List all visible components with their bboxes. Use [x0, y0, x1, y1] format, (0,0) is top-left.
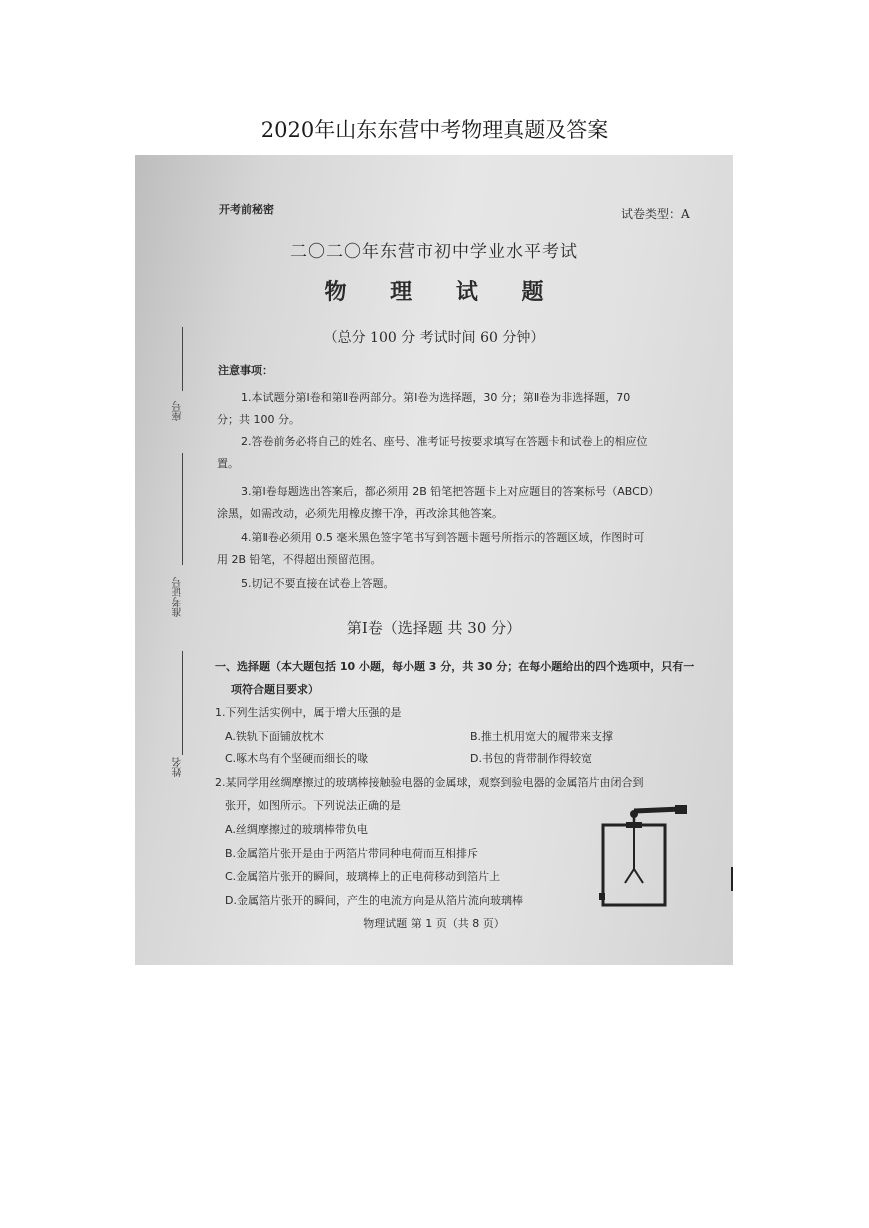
question-2-option-c: C.金属箔片张开的瞬间，玻璃棒上的正电荷移动到箔片上 [225, 870, 501, 883]
electroscope-diagram [593, 803, 688, 913]
question-instructions-cont: 项符合题目要求） [231, 683, 319, 696]
notice-item-4-cont: 用 2B 铅笔，不得超出预留范围。 [217, 553, 382, 566]
question-1-option-a: A.铁轨下面铺放枕木 [225, 730, 324, 743]
question-1-option-d: D.书包的背带制作得较宽 [470, 752, 592, 765]
document-title: 2020年山东东营中考物理真题及答案 [260, 118, 609, 142]
scan-edge-mark [731, 867, 733, 891]
question-1-stem: 1.下列生活实例中，属于增大压强的是 [215, 706, 402, 719]
side-label-seat: 座号 [173, 401, 184, 421]
side-label-ticket: 准考证号 [173, 577, 184, 617]
question-1-option-b: B.推土机用宽大的履带来支撑 [470, 730, 614, 743]
notice-item-1-cont: 分；共 100 分。 [217, 413, 300, 426]
question-2-stem-cont: 张开，如图所示。下列说法正确的是 [225, 799, 401, 812]
question-1-option-c: C.啄木鸟有个坚硬而细长的喙 [225, 752, 369, 765]
notice-item-5: 5.切记不要直接在试卷上答题。 [241, 577, 395, 590]
paper-type-label: 试卷类型：A [621, 207, 690, 221]
notice-item-3-cont: 涂黑，如需改动，必须先用橡皮擦干净，再改涂其他答案。 [217, 507, 503, 520]
notice-item-4: 4.第Ⅱ卷必须用 0.5 毫米黑色签字笔书写到答题卡题号所指示的答题区域，作图时可 [241, 531, 645, 544]
scanned-exam-page [135, 155, 733, 965]
question-2-option-b: B.金属箔片张开是由于两箔片带同种电荷而互相排斥 [225, 847, 479, 860]
side-label-name: 姓名 [173, 757, 184, 777]
question-2-option-d: D.金属箔片张开的瞬间，产生的电流方向是从箔片流向玻璃棒 [225, 894, 523, 907]
binding-line [182, 327, 183, 391]
notice-title: 注意事项： [218, 364, 273, 377]
secret-label: 开考前秘密 [219, 203, 274, 216]
section-title: 第Ⅰ卷（选择题 共 30 分） [346, 619, 522, 637]
notice-item-3: 3.第Ⅰ卷每题选出答案后，都必须用 2B 铅笔把答题卡上对应题目的答案标号（ABCD） [241, 485, 660, 498]
notice-item-1: 1.本试题分第Ⅰ卷和第Ⅱ卷两部分。第Ⅰ卷为选择题，30 分；第Ⅱ卷为非选择题，70 [241, 391, 631, 404]
score-time-line: （总分 100 分 考试时间 60 分钟） [323, 330, 545, 346]
binding-line [182, 651, 183, 755]
question-instructions: 一、选择题（本大题包括 10 小题，每小题 3 分，共 30 分；在每小题给出的四个选项中，只有一 [215, 660, 695, 673]
notice-item-2-cont: 置。 [217, 457, 239, 470]
question-2-option-a: A.丝绸摩擦过的玻璃棒带负电 [225, 823, 368, 836]
notice-item-2: 2.答卷前务必将自己的姓名、座号、准考证号按要求填写在答题卡和试卷上的相应位 [241, 435, 648, 448]
binding-line [182, 453, 183, 565]
subject-title: 物 理 试 题 [324, 279, 562, 305]
page-footer: 物理试题 第 1 页（共 8 页） [363, 917, 505, 930]
question-2-stem: 2.某同学用丝绸摩擦过的玻璃棒接触验电器的金属球，观察到验电器的金属箔片由闭合到 [215, 776, 644, 789]
exam-name: 二〇二〇年东营市初中学业水平考试 [290, 242, 578, 262]
